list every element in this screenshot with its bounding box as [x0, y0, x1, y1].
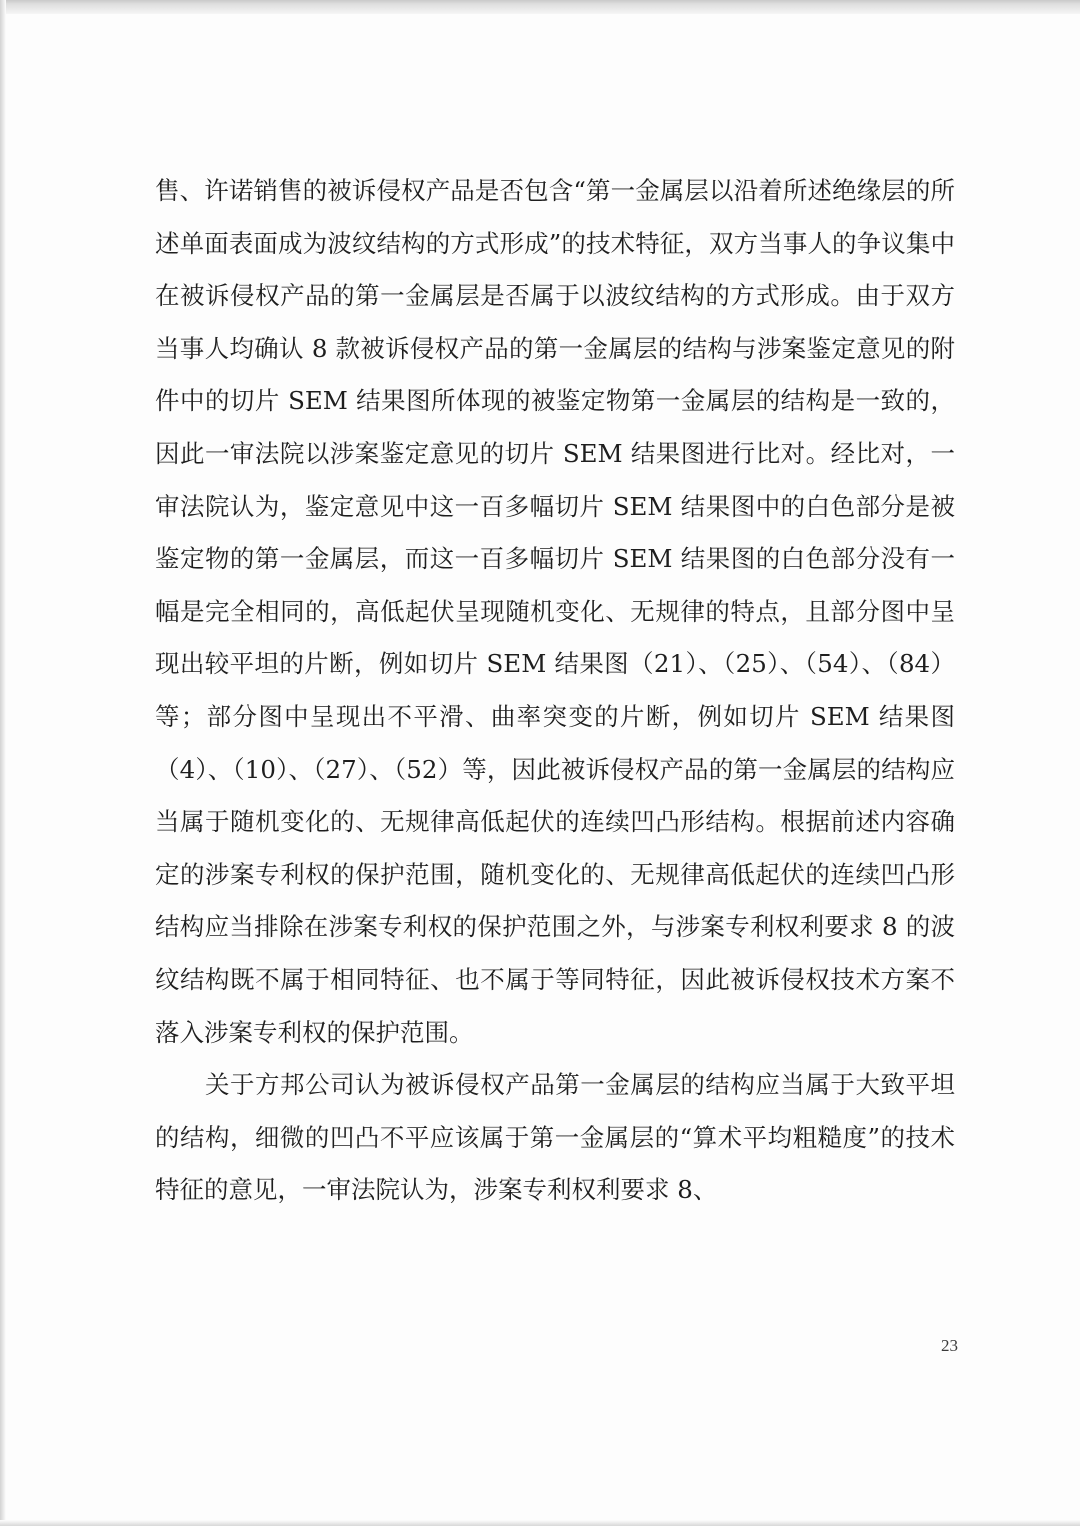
- scan-edge-bottom: [0, 1520, 1080, 1526]
- scan-edge-left: [0, 0, 6, 1526]
- page-number: 23: [941, 1336, 958, 1355]
- document-body: [155, 165, 955, 1217]
- scan-edge-top: [0, 0, 1080, 14]
- paragraph: 关于方邦公司认为被诉侵权产品第一金属层的结构应当属于大致平坦的结构，细微的凹凸不平应该属于第一金属层的“算术平均粗糙度”的技术特征的意见，一审法院认为，涉案专利权利要求 8、: [155, 1070, 955, 1205]
- paragraph-continued: 售、许诺销售的被诉侵权产品是否包含“第一金属层以沿着所述绝缘层的所述单面表面成为波纹结构的方式形成”的技术特征，双方当事人的争议集中在被诉侵权产品的第一金属层是否属于以波纹结构的方式形成。由于双方当事人均确认 8 款被诉侵权产品的第一金属层的结构与涉案鉴定意见的附件中的切片 SEM 结果图所体现的被鉴定物第一金属层的结构是一致的，因此一审法院以涉案鉴定意见的切片 SEM 结果图进行比对。经比对，一审法院认为，鉴定意见中这一百多幅切片 SEM 结果图中的白色部分是被鉴定物的第一金属层，而这一百多幅切片 SEM 结果图的白色部分没有一幅是完全相同的，高低起伏呈现随机变化、无规律的特点，且部分图中呈现出较平坦的片断，例如切片 SEM 结果图（21）、（25）、（54）、（84）等；部分图中呈现出不平滑、曲率突变的片断，例如切片 SEM 结果图（4）、（10）、（27）、（52）等，因此被诉侵权产品的第一金属层的结构应当属于随机变化的、无规律高低起伏的连续凹凸形结构。根据前述内容确定的涉案专利权的保护范围，随机变化的、无规律高低起伏的连续凹凸形结构应当排除在涉案专利权的保护范围之外，与涉案专利权利要求 8 的波纹结构既不属于相同特征、也不属于等同特征，因此被诉侵权技术方案不落入涉案专利权的保护范围。: [155, 176, 955, 1047]
